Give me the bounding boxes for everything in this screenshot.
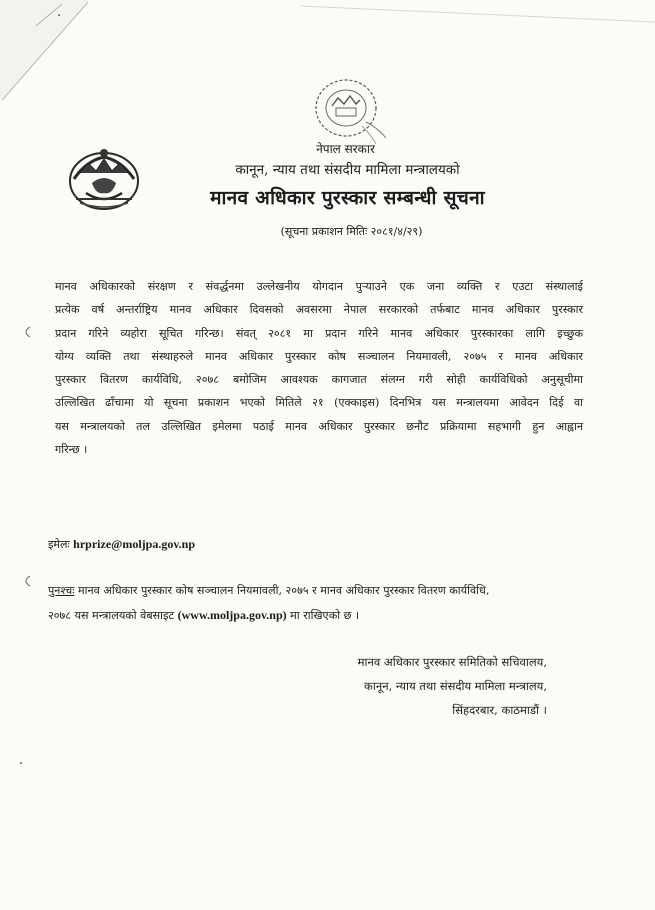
scan-speck [20, 762, 22, 764]
body-line: प्रत्येक वर्ष अन्तर्राष्ट्रिय मानव अधिकार दिवसको अवसरमा नेपाल सरकारको तर्फबाट मानव अधिकार पुरस्कार [55, 303, 583, 317]
postscript [48, 578, 578, 628]
body-line: उल्लिखित ढाँचामा यो सूचना प्रकाशन भएको मितिले २१ (एक्काइस) दिनभित्र यस मन्त्रालयमा आवेदन दिई वा [55, 396, 583, 410]
ministry-name: कानून, न्याय तथा संसदीय मामिला मन्त्रालयको [235, 162, 460, 178]
notice-title: मानव अधिकार पुरस्कार सम्बन्धी सूचना [210, 187, 485, 209]
postscript-text-3: मा राखिएको छ । [286, 609, 360, 622]
email-address: hrprize@moljpa.gov.np [73, 537, 196, 551]
body-line: पुरस्कार वितरण कार्यविधि, २०७८ बमोजिम आवश्यक कागजात संलग्न गरी सोही कार्यविधिको अनुसूचीमा [55, 373, 583, 387]
website-address: (www.moljpa.gov.np) [177, 608, 287, 622]
ministry-seal-stamp-icon [306, 76, 392, 146]
postscript-line-2 [48, 603, 578, 628]
body-line: गरिन्छ । [55, 443, 88, 457]
punch-hole-mark [20, 326, 32, 338]
punch-hole-mark [20, 575, 32, 587]
email-label: इमेलः [48, 538, 70, 551]
body-line: यस मन्त्रालयको तल उल्लिखित इमेलमा पठाई मानव अधिकार पुरस्कार छनौट प्रक्रियामा सहभागी हुन आह्वान [55, 419, 583, 433]
notice-body [55, 275, 583, 461]
scan-fold-mark [0, 0, 120, 110]
email-row [48, 537, 195, 552]
government-name: नेपाल सरकार [316, 142, 375, 156]
body-line: प्रदान गरिने व्यहोरा सूचित गरिन्छ। संवत् २०८१ मा प्रदान गरिने मानव अधिकार पुरस्कारका लागि इच्छुक [55, 326, 583, 340]
signoff-location: सिंहदरबार, काठमाडौं । [452, 703, 547, 717]
postscript-label: पुनश्चः [48, 584, 75, 597]
postscript-text-1: मानव अधिकार पुरस्कार कोष सञ्चालन नियमावली, २०७५ र मानव अधिकार पुरस्कार वितरण कार्यविधि, [74, 584, 490, 597]
scan-speck [58, 14, 60, 16]
body-line: योग्य व्यक्ति तथा संस्थाहरुले मानव अधिकार पुरस्कार कोष सञ्चालन नियमावली, २०७५ र मानव अधिकार [55, 349, 583, 363]
postscript-text-2: २०७८ यस मन्त्रालयको वेबसाइट [48, 609, 178, 622]
scan-edge-mark [300, 0, 655, 30]
signoff-block [358, 650, 547, 722]
signoff-ministry: कानून, न्याय तथा संसदीय मामिला मन्त्रालय, [364, 679, 547, 693]
signoff-secretariat: मानव अधिकार पुरस्कार समितिको सचिवालय, [357, 655, 547, 669]
publication-date: (सूचना प्रकाशन मितिः २०८१/४/२९) [280, 225, 423, 238]
body-line: मानव अधिकारको संरक्षण र संवर्द्धनमा उल्लेखनीय योगदान पुऱ्याउने एक जना व्यक्ति र एउटा संस्थालाई [55, 280, 583, 293]
postscript-line-1 [48, 578, 578, 603]
